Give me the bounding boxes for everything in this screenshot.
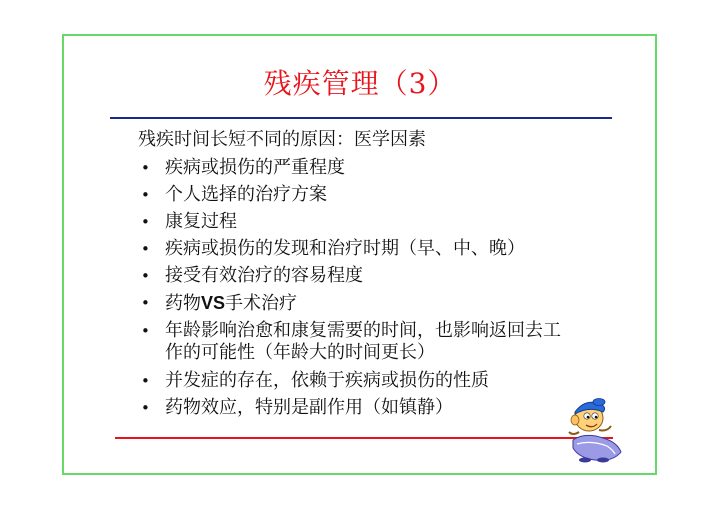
list-item xyxy=(138,368,628,394)
list-item-text: 个人选择的治疗方案 xyxy=(165,184,327,205)
bottom-divider xyxy=(115,437,613,439)
list-item-text: 并发症的存在，依赖于疾病或损伤的性质 xyxy=(165,370,489,391)
list-item-text: 接受有效治疗的容易程度 xyxy=(165,265,363,286)
cartoon-character-with-blue-cap-icon xyxy=(555,392,625,464)
list-item xyxy=(138,155,628,181)
list-item xyxy=(138,263,628,289)
list-item xyxy=(138,182,628,208)
bullet-dot: • xyxy=(141,186,150,204)
slide-title: 残疾管理（3） xyxy=(263,67,457,100)
bullet-dot: • xyxy=(141,322,150,340)
intro-line: 残疾时间长短不同的原因：医学因素 xyxy=(138,129,426,150)
slide-content xyxy=(138,127,628,422)
list-item-text-suffix: 手术治疗 xyxy=(225,293,298,314)
bullet-dot: • xyxy=(141,399,150,417)
title-underline xyxy=(110,117,612,119)
bullet-dot: • xyxy=(141,159,150,177)
list-item xyxy=(138,209,628,235)
list-item-text-line-1: 年龄影响治愈和康复需要的时间，也影响返回去工 xyxy=(165,320,561,341)
list-item-text-prefix: 药物 xyxy=(165,293,201,314)
list-item-text-line-2: 作的可能性（年龄大的时间更长） xyxy=(165,342,435,363)
list-item xyxy=(138,236,628,262)
bullet-dot: • xyxy=(141,213,150,231)
list-item-text: 疾病或损伤的严重程度 xyxy=(165,157,345,178)
list-item xyxy=(138,290,628,317)
bullet-list xyxy=(138,155,628,421)
bullet-dot: • xyxy=(141,267,150,285)
list-item-text: 康复过程 xyxy=(165,211,237,232)
list-item-text-vs: VS xyxy=(201,293,226,313)
bullet-dot: • xyxy=(141,372,150,390)
list-item xyxy=(138,320,628,364)
list-item-text: 疾病或损伤的发现和治疗时期（早、中、晚） xyxy=(165,238,525,259)
list-item-text: 药物效应，特别是副作用（如镇静） xyxy=(165,397,453,418)
bullet-dot: • xyxy=(141,294,150,312)
bullet-dot: • xyxy=(141,240,150,258)
